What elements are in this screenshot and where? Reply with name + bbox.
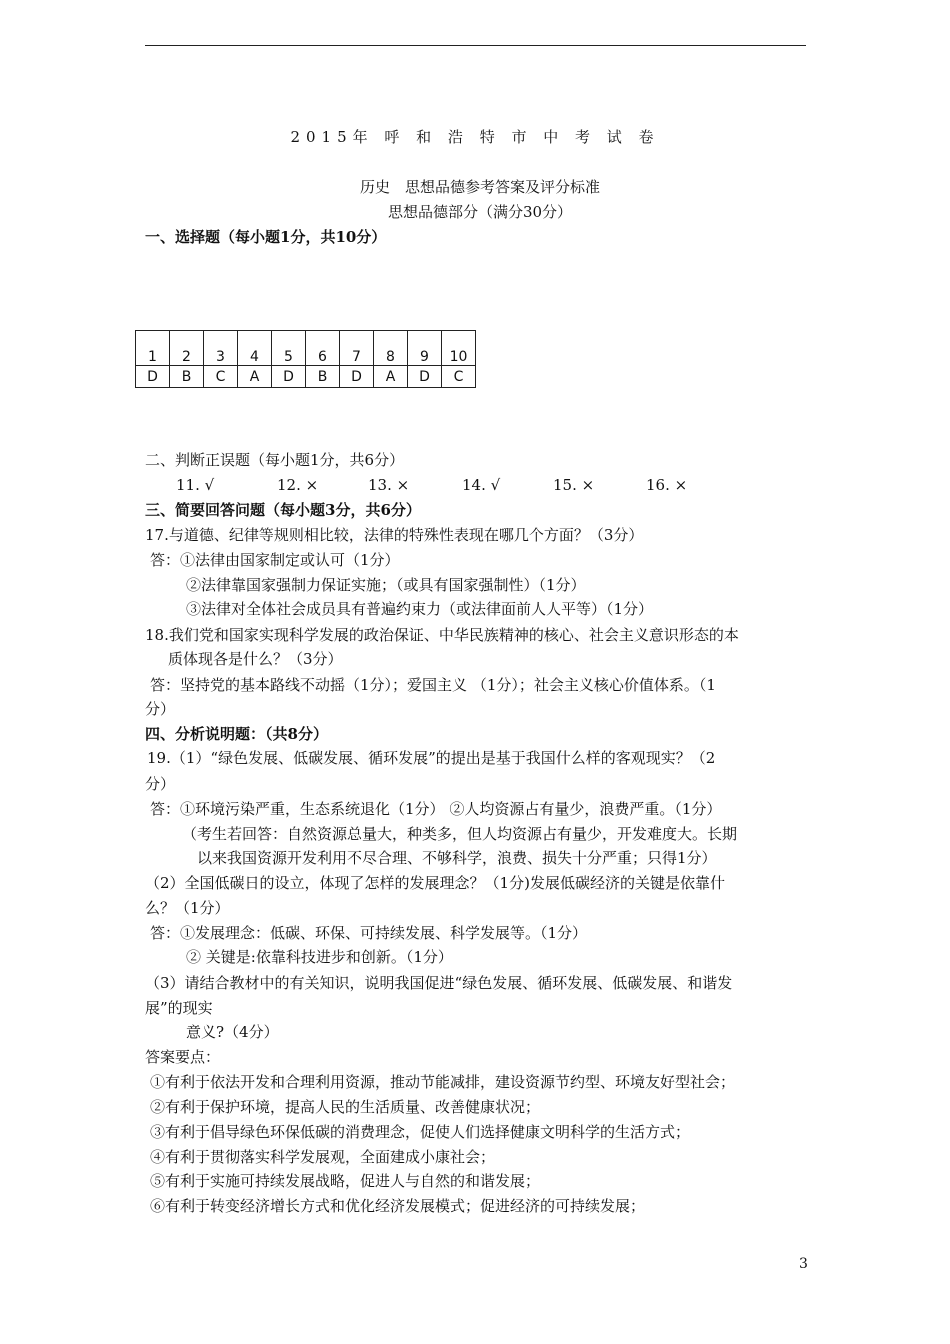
table-cell: B [306,366,340,388]
answer-point: ①有利于依法开发和合理利用资源，推动节能减排，建设资源节约型、环境友好型社会； [150,1073,736,1091]
section1-heading: 一、选择题（每小题1分，共10分） [145,228,387,246]
judge-item: 16. × [646,476,688,494]
section2-heading: 二、判断正误题（每小题1分，共6分） [145,451,405,469]
exam-subtitle: 历史 思想品德参考答案及评分标准 [359,178,600,196]
answer-table-numbers [136,331,476,366]
table-cell: B [170,366,204,388]
answer-17-1: 答：①法律由国家制定或认可（1分） [150,551,400,569]
answer-19-1-line2: （考生若回答：自然资源总量大，种类多，但人均资源占有量少，开发难度大。长期 [182,825,738,843]
table-cell: 5 [272,331,306,366]
question-19-3-line3: 意义?（4分） [186,1023,279,1041]
question-19-3-line2: 展”的现实 [145,999,213,1017]
table-cell: 7 [340,331,374,366]
table-cell: 10 [442,331,476,366]
table-cell: A [238,366,272,388]
table-cell: C [442,366,476,388]
answer-point: ④有利于贯彻落实科学发展观，全面建成小康社会； [150,1148,496,1166]
question-19-2-line2: 么？（1分） [145,899,230,917]
question-18-line2: 质体现各是什么？（3分） [168,650,343,668]
page-number: 3 [799,1256,808,1272]
question-19-3-line1: （3）请结合教材中的有关知识，说明我国促进“绿色发展、循环发展、低碳发展、和谐发 [145,974,733,992]
table-cell: A [374,366,408,388]
answer-19-1-line1: 答：①环境污染严重，生态系统退化（1分） ②人均资源占有量少，浪费严重。（1分） [150,800,722,818]
answer-key-heading: 答案要点： [145,1048,221,1066]
question-19-2-line1: （2）全国低碳日的设立，体现了怎样的发展理念？（1分)发展低碳经济的关键是依靠什 [145,874,725,892]
table-cell: D [272,366,306,388]
answer-point: ②有利于保护环境，提高人民的生活质量、改善健康状况； [150,1098,541,1116]
table-cell: 8 [374,331,408,366]
answer-18-line1: 答：坚持党的基本路线不动摇（1分）；爱国主义 （1分）；社会主义核心价值体系。（1 [150,676,716,694]
answer-18-line2: 分） [145,700,176,718]
table-cell: 6 [306,331,340,366]
answer-point: ⑥有利于转变经济增长方式和优化经济发展模式；促进经济的可持续发展； [150,1197,646,1215]
answer-table-answers [136,366,476,388]
answer-17-2: ②法律靠国家强制力保证实施；（或具有国家强制性）（1分） [186,576,586,594]
table-cell: D [136,366,170,388]
exam-title: 2015年 呼 和 浩 特 市 中 考 试 卷 [290,128,660,146]
table-cell: C [204,366,238,388]
table-cell: D [408,366,442,388]
answer-point: ③有利于倡导绿色环保低碳的消费理念，促使人们选择健康文明科学的生活方式； [150,1123,691,1141]
answer-19-1-line3: 以来我国资源开发利用不尽合理、不够科学，浪费、损失十分严重；只得1分） [197,849,717,867]
table-cell: 9 [408,331,442,366]
section4-heading: 四、分析说明题：（共8分） [145,725,328,743]
section3-heading: 三、简要回答问题（每小题3分，共6分） [145,501,421,519]
header-rule [145,45,806,46]
section-subtitle: 思想品德部分（满分30分） [387,203,573,221]
answer-19-2-line2: ② 关键是:依靠科技进步和创新。（1分） [186,948,453,966]
judge-item: 12. × [277,476,319,494]
question-17: 17.与道德、纪律等规则相比较，法律的特殊性表现在哪几个方面？（3分） [145,526,644,544]
answer-17-3: ③法律对全体社会成员具有普遍约束力（或法律面前人人平等）（1分） [186,600,654,618]
question-19-1-line2: 分） [145,775,176,793]
table-cell: 2 [170,331,204,366]
table-cell: 1 [136,331,170,366]
answer-point: ⑤有利于实施可持续发展战略，促进人与自然的和谐发展； [150,1172,541,1190]
judge-item: 14. √ [462,476,501,494]
question-19-1-line1: 19.（1）“绿色发展、低碳发展、循环发展”的提出是基于我国什么样的客观现实？（2 [147,749,716,767]
table-cell: D [340,366,374,388]
judge-item: 11. √ [176,476,215,494]
judge-item: 13. × [368,476,410,494]
table-cell: 3 [204,331,238,366]
table-cell: 4 [238,331,272,366]
answer-table [135,330,476,388]
answer-19-2-line1: 答：①发展理念：低碳、环保、可持续发展、科学发展等。（1分） [150,924,588,942]
judge-item: 15. × [553,476,595,494]
question-18-line1: 18.我们党和国家实现科学发展的政治保证、中华民族精神的核心、社会主义意识形态的本 [145,626,739,644]
